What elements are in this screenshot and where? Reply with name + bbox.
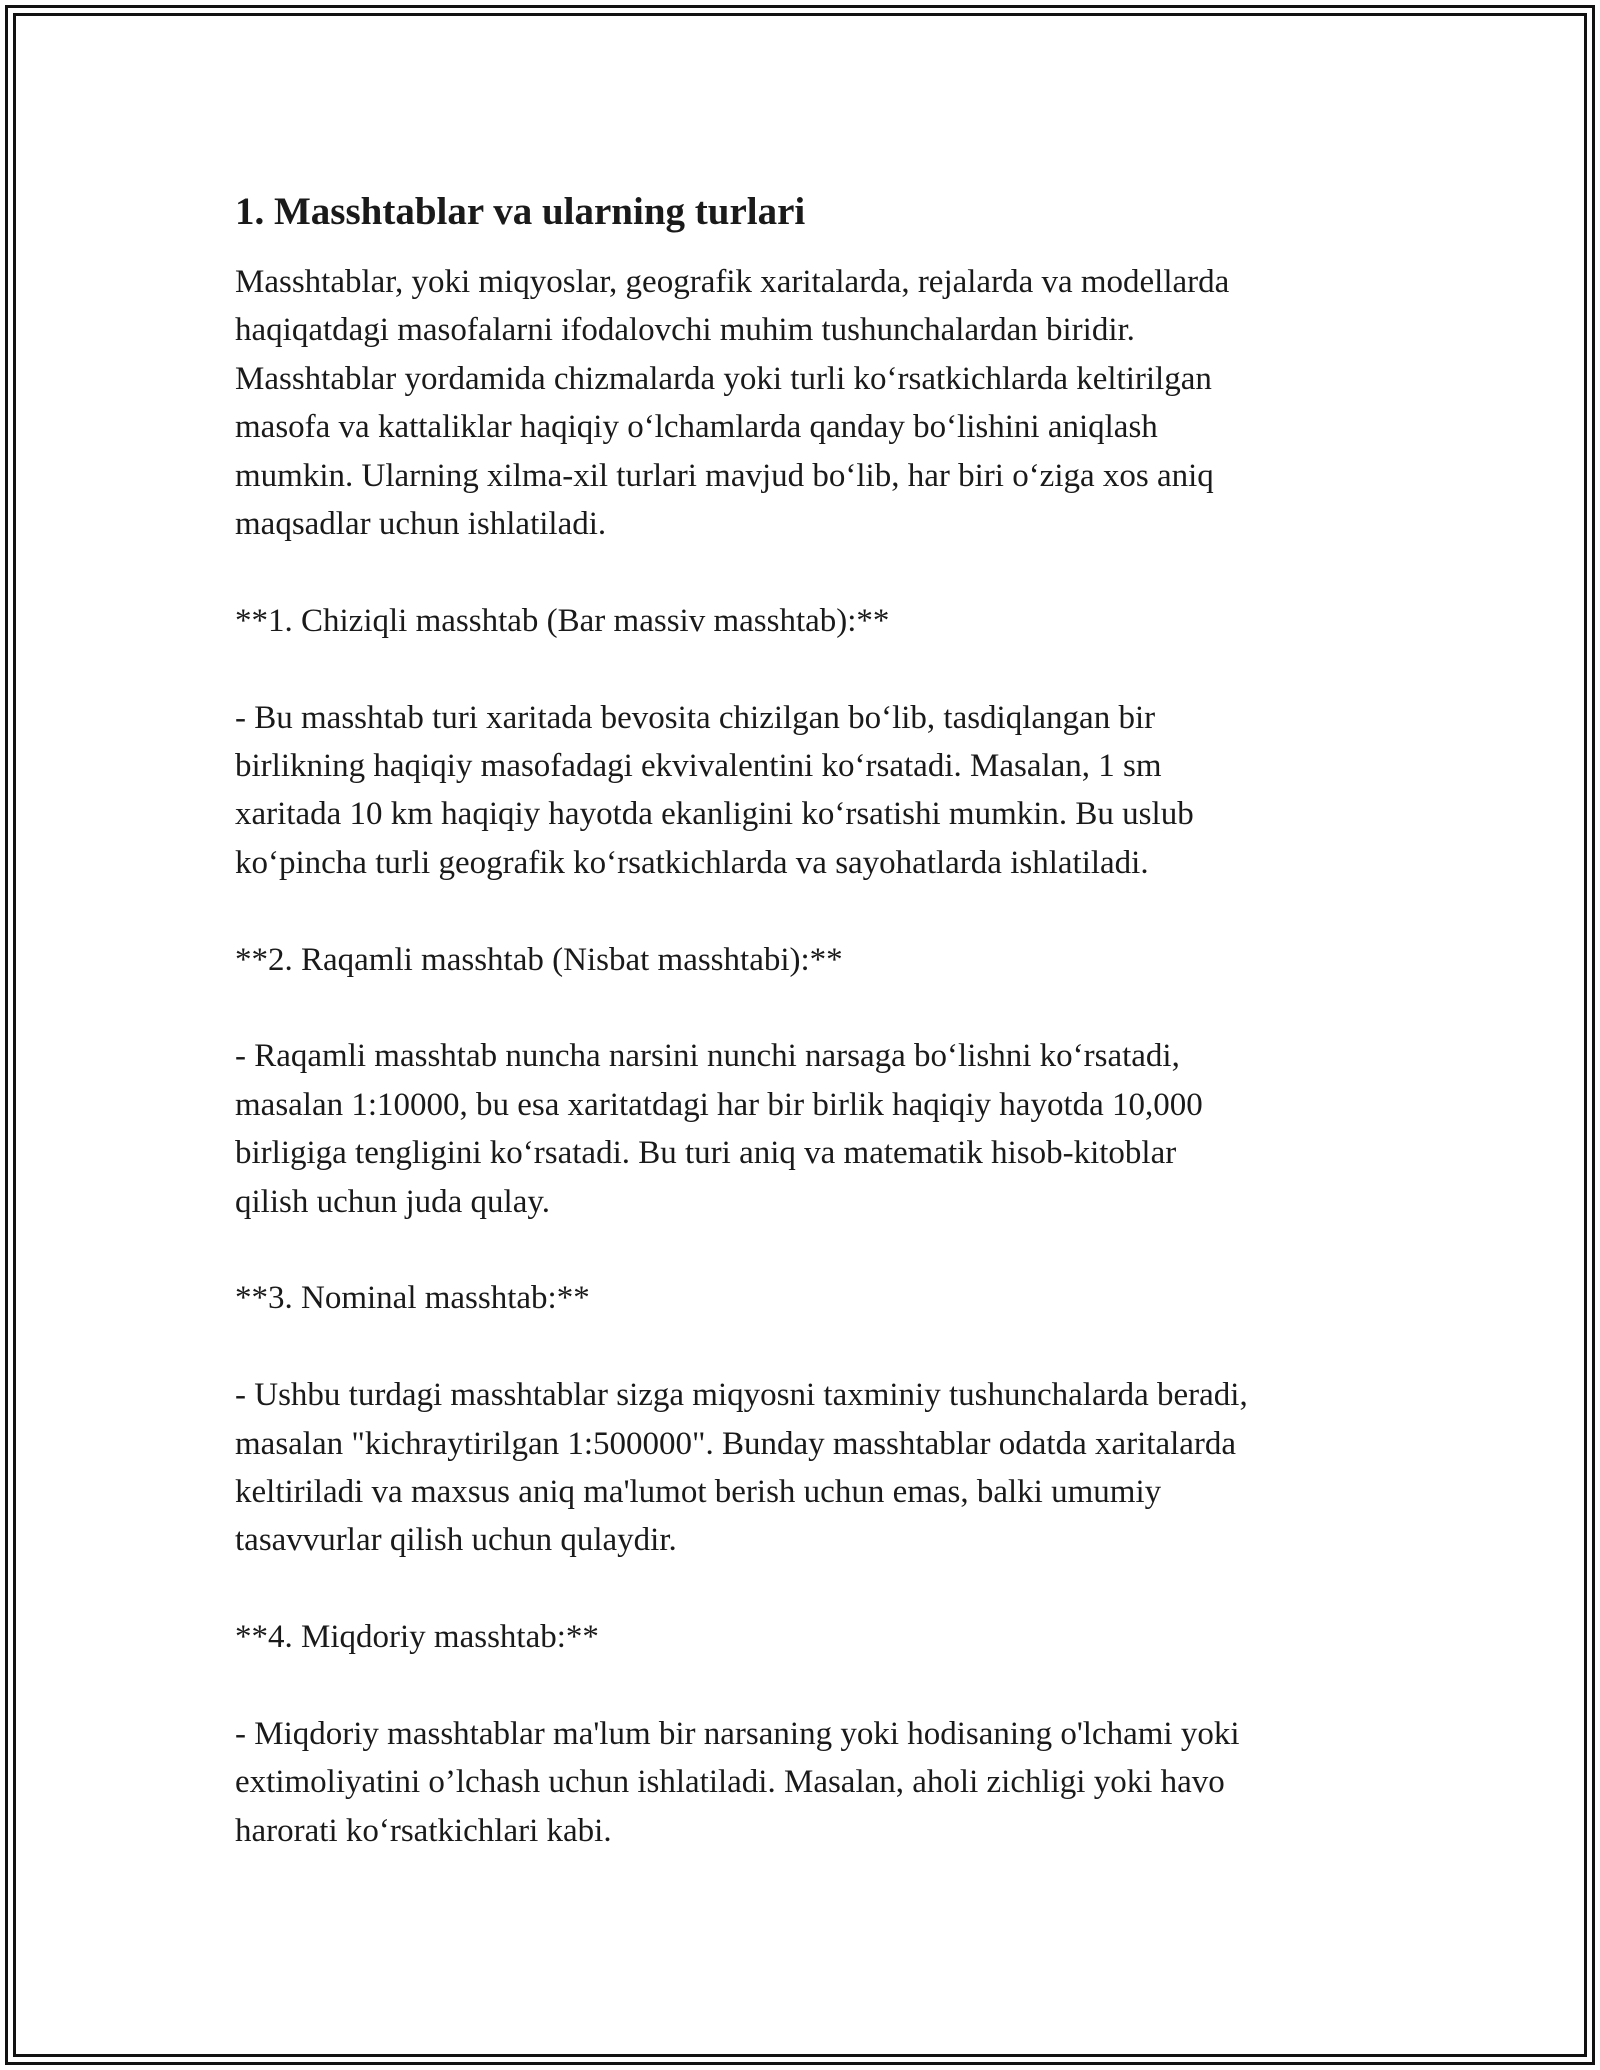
document-title: 1. Masshtablar va ularning turlari: [235, 190, 806, 233]
section-heading-linear-scale: **1. Chiziqli masshtab (Bar massiv masshtab):**: [235, 602, 890, 639]
spacer: [235, 645, 1375, 693]
spacer: [235, 548, 1375, 596]
section-heading-quantitative-scale: **4. Miqdoriy masshtab:**: [235, 1619, 599, 1656]
intro-paragraph: Masshtablar, yoki miqyoslar, geografik xaritalarda, rejalarda va modellarda haqiqatdagi masofalarni ifodalovchi muhim tushunchalardan biridir. Masshtablar yordamida chizmalarda yoki turli ko‘rsatkichlarda keltirilgan masofa va kattaliklar haqiqiy o‘lchamlarda qanday bo‘lishini aniqlash mumkin. Ularning xilma-xil turlari mavjud bo‘lib, har biri o‘ziga xos aniq maqsadlar uchun ishlatiladi.: [235, 264, 1230, 543]
document-body: [235, 186, 1375, 1855]
section-heading-nominal-scale: **3. Nominal masshtab:**: [235, 1280, 590, 1317]
spacer: [235, 984, 1375, 1032]
section-body-numeric-scale: - Raqamli masshtab nuncha narsini nunchi narsaga bo‘lishni ko‘rsatadi, masalan 1:10000, bu esa xaritatdagi har bir birlik haqiqiy hayotda 10,000 birligiga tengligini ko‘rsatadi. Bu turi aniq va matematik hisob-kitoblar qilish uchun juda qulay.: [235, 1038, 1203, 1220]
spacer: [235, 1662, 1375, 1710]
spacer: [235, 887, 1375, 935]
section-heading-numeric-scale: **2. Raqamli masshtab (Nisbat masshtabi):**: [235, 941, 843, 978]
spacer: [235, 1226, 1375, 1274]
spacer: [235, 1323, 1375, 1371]
section-body-nominal-scale: - Ushbu turdagi masshtablar sizga miqyosni taxminiy tushunchalarda beradi, masalan "kichraytirilgan 1:500000". Bunday masshtablar odatda xaritalarda keltiriladi va maxsus aniq ma'lumot berish uchun emas, balki umumiy tasavvurlar qilish uchun qulaydir.: [235, 1377, 1248, 1559]
section-body-linear-scale: - Bu masshtab turi xaritada bevosita chizilgan bo‘lib, tasdiqlangan bir birlikning haqiqiy masofadagi ekvivalentini ko‘rsatadi. Masalan, 1 sm xaritada 10 km haqiqiy hayotda ekanligini ko‘rsatishi mumkin. Bu uslub ko‘pincha turli geografik ko‘rsatkichlarda va sayohatlarda ishlatiladi.: [235, 699, 1194, 881]
section-body-quantitative-scale: - Miqdoriy masshtablar ma'lum bir narsaning yoki hodisaning o'lchami yoki extimoliyatini o’lchash uchun ishlatiladi. Masalan, aholi zichligi yoki havo harorati ko‘rsatkichlari kabi.: [235, 1716, 1240, 1849]
spacer: [235, 1565, 1375, 1613]
